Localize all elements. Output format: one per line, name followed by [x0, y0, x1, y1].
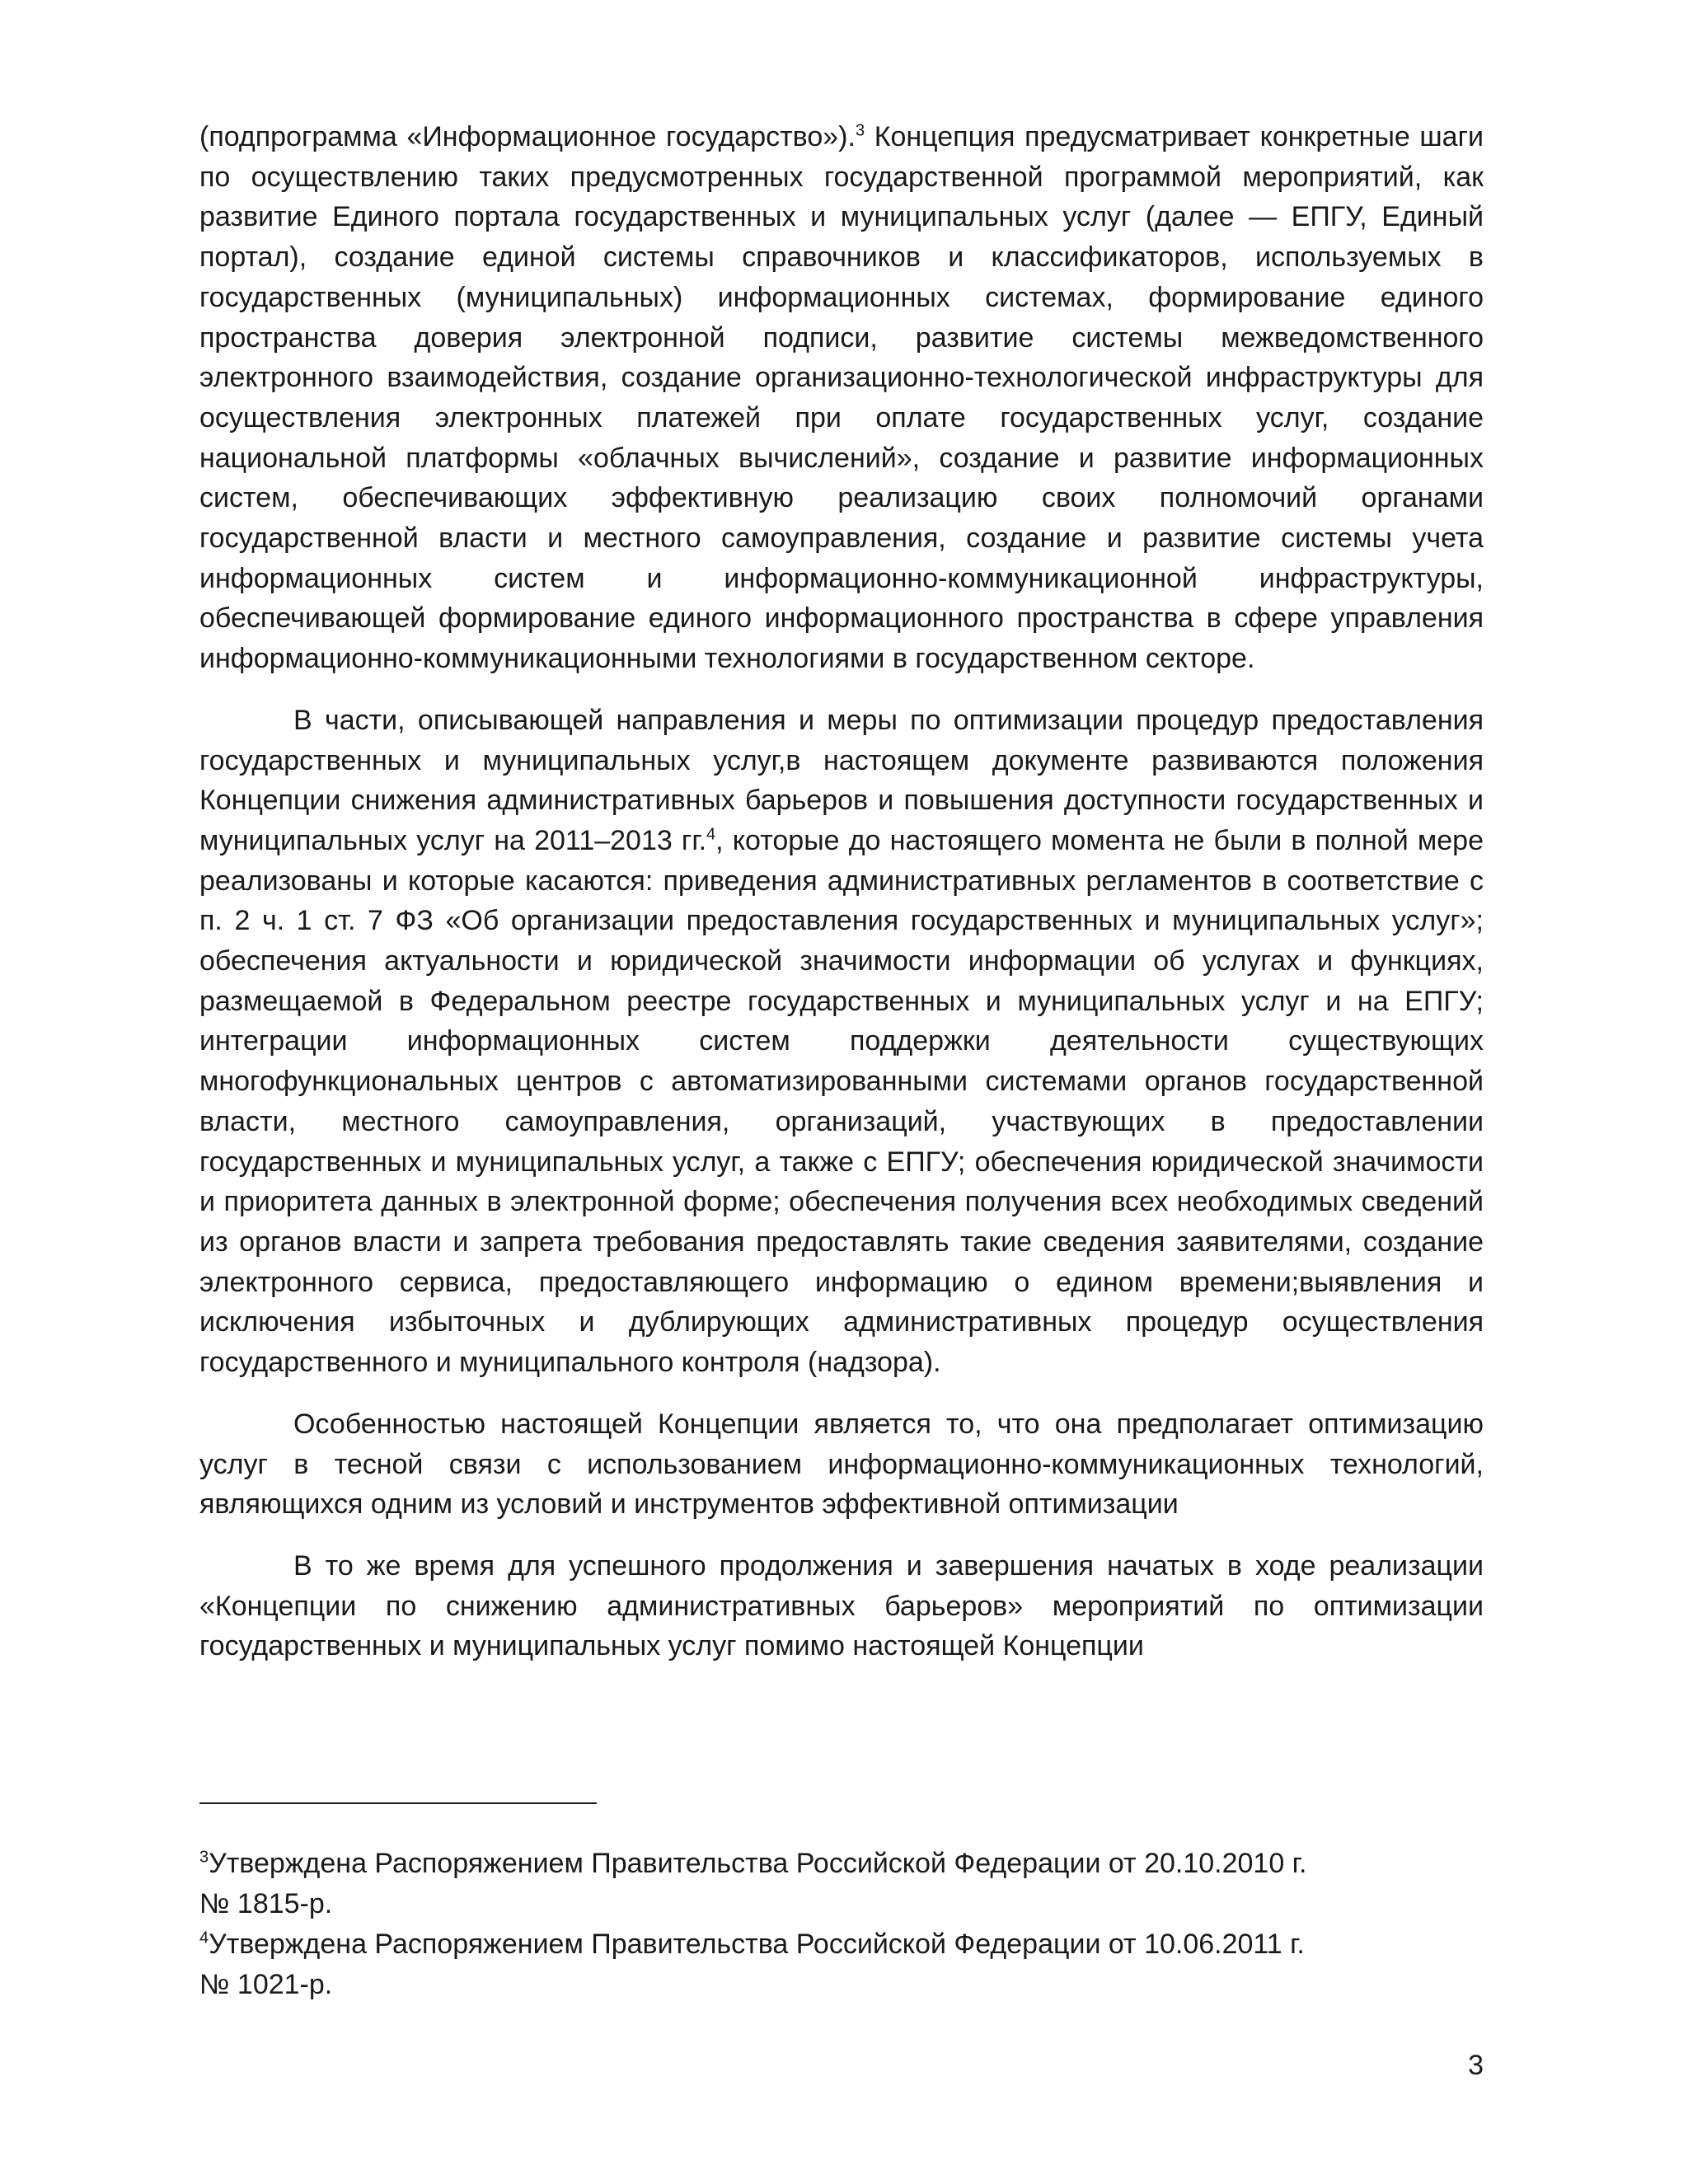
- footnote-separator: [199, 1802, 597, 1804]
- footnotes: [199, 1844, 1484, 2005]
- paragraph-2-text-b: , которые до настоящего момента не были в полной мере реализованы и которые касаются: приведения административных регламентов в соответствие с п. 2 ч. 1 ст. 7 ФЗ «Об организации предоставления государственных и муниципальных услуг»; обеспечения актуальности и юридической значимости информации об услугах и функциях, размещаемой в Федеральном реестре государственных и муниципальных услуг и на ЕПГУ; интеграции информационных систем поддержки деятельности существующих многофункциональных центров с автоматизированными системами органов государственной власти, местного самоуправления, организаций, участвующих в предоставлении государственных и муниципальных услуг, а также с ЕПГУ; обеспечения юридической значимости и приоритета данных в электронной форме; обеспечения получения всех необходимых сведений из органов власти и запрета требования предоставлять такие сведения заявителями, создание электронного сервиса, предоставляющего информацию о едином времени;выявления и исключения избыточных и дублирующих административных процедур осуществления государственного и муниципального контроля (надзора).: [199, 824, 1484, 1379]
- paragraph-3: [199, 1404, 1484, 1525]
- paragraph-4-text: В то же время для успешного продолжения и завершения начатых в ходе реализации «Концепции по снижению административных барьеров» мероприятий по оптимизации государственных и муниципальных услуг помимо настоящей Концепции: [199, 1549, 1484, 1662]
- footnote-3: [199, 1844, 1484, 1924]
- footnote-3-line2: № 1815-р.: [199, 1888, 333, 1919]
- footnote-3-number: 3: [199, 1848, 209, 1867]
- footnote-ref-4[interactable]: 4: [706, 825, 716, 844]
- document-page: [199, 117, 1484, 2161]
- paragraph-2: [199, 701, 1484, 1383]
- page-number: 3: [1468, 2050, 1484, 2081]
- footnote-4: [199, 1924, 1484, 2005]
- footnote-ref-3[interactable]: 3: [855, 121, 865, 140]
- paragraph-1: [199, 117, 1484, 679]
- paragraph-3-text: Особенностью настоящей Концепции является то, что она предполагает оптимизацию услуг в тесной связи с использованием информационно-коммуникационных технологий, являющихся одним из условий и инструментов эффективной оптимизации: [199, 1408, 1484, 1521]
- paragraph-2-text-a: В части, описывающей направления и меры по оптимизации процедур предоставления государственных и муниципальных услуг,в настоящем документе развиваются положения Концепции снижения административных барьеров и повышения доступности государственных и муниципальных услуг на 2011–2013 гг.: [199, 704, 1484, 856]
- footnote-4-line1: Утверждена Распоряжением Правительства Российской Федерации от 10.06.2011 г.: [209, 1929, 1305, 1960]
- paragraph-1-text-a: (подпрограмма «Информационное государство»).: [199, 121, 856, 152]
- body-text: [199, 117, 1484, 1666]
- footnote-4-line2: № 1021-р.: [199, 1969, 333, 2000]
- footnote-3-line1: Утверждена Распоряжением Правительства Российской Федерации от 20.10.2010 г.: [209, 1848, 1307, 1879]
- paragraph-1-text-b: Концепция предусматривает конкретные шаги по осуществлению таких предусмотренных государственной программой мероприятий, как развитие Единого портала государственных и муниципальных услуг (далее — ЕПГУ, Единый портал), создание единой системы справочников и классификаторов, используемых в государственных (муниципальных) информационных системах, формирование единого пространства доверия электронной подписи, развитие системы межведомственного электронного взаимодействия, создание организационно-технологической инфраструктуры для осуществления электронных платежей при оплате государственных услуг, создание национальной платформы «облачных вычислений», создание и развитие информационных систем, обеспечивающих эффективную реализацию своих полномочий органами государственной власти и местного самоуправления, создание и развитие системы учета информационных систем и информационно-коммуникационной инфраструктуры, обеспечивающей формирование единого информационного пространства в сфере управления информационно-коммуникационными технологиями в государственном секторе.: [199, 121, 1484, 675]
- paragraph-4: [199, 1546, 1484, 1666]
- footnote-4-number: 4: [199, 1929, 209, 1947]
